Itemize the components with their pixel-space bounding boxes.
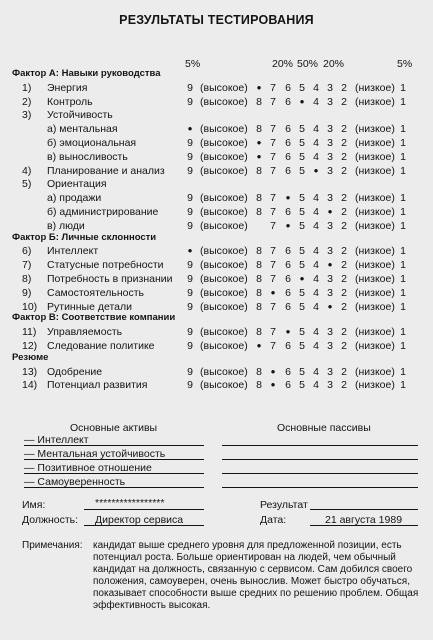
scale-value: 7	[270, 340, 276, 352]
low-label: (низкое)	[355, 326, 395, 338]
scale-value: 2	[341, 206, 347, 218]
scale-value: 6	[285, 206, 291, 218]
scale-value: 7	[270, 123, 276, 135]
item-number: 9)	[22, 287, 32, 299]
scale-value: 3	[327, 82, 333, 94]
low-label: (низкое)	[355, 259, 395, 271]
scale-value: 3	[327, 379, 333, 391]
item-label: Контроль	[47, 96, 93, 108]
notes-line: кандидат выше среднего уровня для предложенной позиции, есть	[93, 540, 402, 551]
high-label: (высокое)	[200, 245, 248, 257]
low-label: (низкое)	[355, 123, 395, 135]
scale-value: 8	[256, 379, 262, 391]
scale-value: 9	[187, 287, 193, 299]
high-label: (высокое)	[200, 192, 248, 204]
scale-value: 1	[400, 82, 406, 94]
low-label: (низкое)	[355, 137, 395, 149]
high-label: (высокое)	[200, 366, 248, 378]
scale-value: 3	[327, 192, 333, 204]
item-number: 4)	[22, 165, 32, 177]
scale-value: 5	[299, 220, 305, 232]
scale-value: 6	[285, 340, 291, 352]
item-number: 10)	[22, 301, 38, 313]
notes-line: положения, самоуверен, очень вынослив. Может быстро обучаться,	[93, 576, 411, 587]
scale-value: 2	[341, 379, 347, 391]
scale-value: 9	[187, 192, 193, 204]
scale-value: 4	[313, 151, 319, 163]
scale-header-20-right: 20%	[323, 58, 345, 70]
scale-value: 1	[400, 366, 406, 378]
scale-value: 6	[285, 151, 291, 163]
scale-header-50: 50%	[297, 58, 319, 70]
scale-value: 8	[256, 192, 262, 204]
name-value: *****************	[95, 497, 165, 509]
item-number: 3)	[22, 109, 32, 121]
scale-value: 2	[341, 192, 347, 204]
high-label: (высокое)	[200, 220, 248, 232]
scale-value: 3	[327, 123, 333, 135]
scale-value: 5	[299, 137, 305, 149]
scale-header-5-left: 5%	[185, 58, 201, 70]
score-marker: •	[327, 204, 333, 219]
liability-line	[222, 487, 418, 488]
scale-value: 4	[313, 287, 319, 299]
scale-value: 9	[187, 379, 193, 391]
scale-value: 1	[400, 326, 406, 338]
scale-value: 9	[187, 273, 193, 285]
scale-value: 5	[299, 340, 305, 352]
asset-item: — Ментальная устойчивость	[24, 448, 166, 460]
item-label: в) люди	[47, 220, 85, 232]
high-label: (высокое)	[200, 165, 248, 177]
item-number: 11)	[22, 326, 37, 338]
low-label: (низкое)	[355, 82, 395, 94]
scale-value: 2	[341, 151, 347, 163]
position-value: Директор сервиса	[95, 514, 184, 526]
item-label: б) эмоциональная	[47, 137, 137, 149]
page-title: РЕЗУЛЬТАТЫ ТЕСТИРОВАНИЯ	[119, 13, 314, 27]
scale-header-20-left: 20%	[272, 58, 294, 70]
scale-value: 1	[400, 123, 406, 135]
scale-value: 1	[400, 287, 406, 299]
score-marker: •	[327, 299, 333, 314]
section-heading: Фактор В: Соответствие компании	[12, 312, 176, 323]
position-label: Должность:	[22, 514, 79, 526]
item-label: Статусные потребности	[47, 259, 164, 271]
low-label: (низкое)	[355, 273, 395, 285]
scale-value: 6	[285, 245, 291, 257]
scale-value: 7	[270, 206, 276, 218]
notes-label: Примечания:	[22, 540, 83, 551]
section-heading: Резюме	[12, 352, 49, 363]
item-number: 14)	[22, 379, 38, 391]
score-marker: •	[270, 285, 276, 300]
low-label: (низкое)	[355, 301, 395, 313]
scale-value: 2	[341, 123, 347, 135]
item-label: Потенциал развития	[47, 379, 148, 391]
scale-value: 3	[327, 366, 333, 378]
scale-value: 5	[299, 245, 305, 257]
scale-value: 2	[341, 366, 347, 378]
high-label: (высокое)	[200, 273, 248, 285]
scale-value: 9	[187, 206, 193, 218]
scale-value: 2	[341, 259, 347, 271]
item-label: а) продажи	[47, 192, 102, 204]
asset-line	[24, 459, 204, 460]
high-label: (высокое)	[200, 340, 248, 352]
score-marker: •	[256, 135, 262, 150]
low-label: (низкое)	[355, 192, 395, 204]
scale-value: 7	[270, 192, 276, 204]
scale-value: 1	[400, 96, 406, 108]
scale-value: 6	[285, 259, 291, 271]
scale-value: 5	[299, 123, 305, 135]
scale-value: 1	[400, 245, 406, 257]
item-number: 1)	[22, 82, 32, 94]
scale-value: 1	[400, 151, 406, 163]
score-marker: •	[256, 338, 262, 353]
scale-value: 4	[313, 96, 319, 108]
scale-value: 4	[313, 379, 319, 391]
scale-value: 9	[187, 366, 193, 378]
low-label: (низкое)	[355, 151, 395, 163]
name-label: Имя:	[22, 499, 46, 511]
scale-value: 3	[327, 273, 333, 285]
scale-value: 7	[270, 273, 276, 285]
asset-line	[24, 473, 204, 474]
scale-value: 4	[313, 192, 319, 204]
scale-value: 7	[270, 82, 276, 94]
scale-value: 1	[400, 259, 406, 271]
scale-value: 3	[327, 151, 333, 163]
low-label: (низкое)	[355, 206, 395, 218]
scale-value: 2	[341, 220, 347, 232]
item-label: Планирование и анализ	[47, 165, 165, 177]
assets-title: Основные активы	[70, 422, 158, 434]
score-marker: •	[299, 271, 305, 286]
score-marker: •	[270, 364, 276, 379]
scale-value: 5	[299, 206, 305, 218]
scale-value: 9	[187, 96, 193, 108]
scale-value: 7	[270, 165, 276, 177]
scale-value: 5	[299, 301, 305, 313]
score-marker: •	[285, 218, 291, 233]
high-label: (высокое)	[200, 259, 248, 271]
item-label: Следование политике	[47, 340, 155, 352]
liability-line	[222, 459, 418, 460]
position-line	[84, 525, 204, 526]
scale-value: 1	[400, 137, 406, 149]
asset-item: — Позитивное отношение	[24, 462, 152, 474]
scale-value: 9	[187, 301, 193, 313]
scale-value: 3	[327, 165, 333, 177]
scale-value: 5	[299, 326, 305, 338]
score-marker: •	[187, 121, 193, 136]
score-marker: •	[285, 190, 291, 205]
score-marker: •	[285, 324, 291, 339]
item-label: Ориентация	[47, 178, 107, 190]
scale-value: 8	[256, 366, 262, 378]
item-number: 8)	[22, 273, 32, 285]
scale-value: 4	[313, 273, 319, 285]
liabilities-title: Основные пассивы	[277, 422, 371, 434]
notes-line: кандидат на должность, связанную с сервисом. Сам добился своего	[93, 564, 413, 575]
scale-value: 2	[341, 96, 347, 108]
item-label: Интеллект	[47, 245, 99, 257]
scale-value: 8	[256, 287, 262, 299]
scale-value: 7	[270, 151, 276, 163]
scale-value: 5	[299, 287, 305, 299]
scale-value: 6	[285, 96, 291, 108]
scale-value: 3	[327, 220, 333, 232]
low-label: (низкое)	[355, 245, 395, 257]
scale-value: 2	[341, 245, 347, 257]
high-label: (высокое)	[200, 287, 248, 299]
item-label: Одобрение	[47, 366, 103, 378]
high-label: (высокое)	[200, 123, 248, 135]
high-label: (высокое)	[200, 301, 248, 313]
high-label: (высокое)	[200, 206, 248, 218]
scale-value: 3	[327, 326, 333, 338]
scale-value: 8	[256, 165, 262, 177]
notes-line: потенциал роста. Больше ориентирован на людей, чем обычный	[93, 552, 396, 563]
scale-value: 2	[341, 326, 347, 338]
scale-value: 5	[299, 379, 305, 391]
item-label: Потребность в признании	[47, 273, 173, 285]
item-number: 12)	[22, 340, 38, 352]
scale-value: 4	[313, 137, 319, 149]
scale-value: 1	[400, 273, 406, 285]
name-line	[84, 509, 204, 510]
item-label: Самостоятельность	[47, 287, 145, 299]
item-label: Энергия	[47, 82, 88, 94]
scale-value: 5	[299, 165, 305, 177]
item-label: Устойчивость	[47, 109, 113, 121]
scale-value: 7	[270, 301, 276, 313]
scale-value: 8	[256, 326, 262, 338]
scale-value: 8	[256, 206, 262, 218]
high-label: (высокое)	[200, 96, 248, 108]
scale-value: 9	[187, 259, 193, 271]
liability-line	[222, 445, 418, 446]
scale-value: 2	[341, 273, 347, 285]
section-heading: Фактор Б: Личные склонности	[12, 232, 157, 243]
item-number: 2)	[22, 96, 32, 108]
scale-value: 4	[313, 123, 319, 135]
scale-value: 5	[299, 192, 305, 204]
item-label: а) ментальная	[47, 123, 118, 135]
low-label: (низкое)	[355, 366, 395, 378]
scale-value: 1	[400, 165, 406, 177]
scale-value: 2	[341, 340, 347, 352]
scale-value: 4	[313, 340, 319, 352]
scale-value: 4	[313, 206, 319, 218]
scale-value: 5	[299, 151, 305, 163]
scale-value: 4	[313, 245, 319, 257]
score-marker: •	[327, 257, 333, 272]
scale-value: 8	[256, 123, 262, 135]
scale-value: 8	[256, 259, 262, 271]
scale-value: 9	[187, 137, 193, 149]
scale-value: 6	[285, 379, 291, 391]
scale-value: 6	[285, 165, 291, 177]
high-label: (высокое)	[200, 379, 248, 391]
scale-value: 1	[400, 206, 406, 218]
scale-value: 2	[341, 301, 347, 313]
item-number: 6)	[22, 245, 32, 257]
scale-value: 8	[256, 245, 262, 257]
score-marker: •	[256, 80, 262, 95]
score-marker: •	[187, 243, 193, 258]
scale-value: 8	[256, 96, 262, 108]
date-label: Дата:	[260, 514, 287, 526]
low-label: (низкое)	[355, 96, 395, 108]
liability-line	[222, 473, 418, 474]
scale-value: 8	[256, 273, 262, 285]
result-line	[310, 509, 418, 510]
scale-value: 3	[327, 137, 333, 149]
scale-value: 4	[313, 220, 319, 232]
score-marker: •	[270, 377, 276, 392]
score-marker: •	[256, 149, 262, 164]
scale-value: 2	[341, 287, 347, 299]
scale-value: 6	[285, 273, 291, 285]
asset-line	[24, 445, 204, 446]
scale-value: 1	[400, 301, 406, 313]
notes-line: эффективность высокая.	[93, 600, 211, 611]
scale-value: 9	[187, 326, 193, 338]
item-number: 13)	[22, 366, 38, 378]
scale-value: 1	[400, 340, 406, 352]
scale-value: 1	[400, 379, 406, 391]
scale-value: 7	[270, 96, 276, 108]
scale-value: 9	[187, 151, 193, 163]
low-label: (низкое)	[355, 340, 395, 352]
scale-value: 1	[400, 192, 406, 204]
scale-value: 7	[270, 220, 276, 232]
low-label: (низкое)	[355, 220, 395, 232]
asset-item: — Интеллект	[24, 434, 89, 446]
scale-value: 9	[187, 82, 193, 94]
date-line	[310, 525, 418, 526]
scale-value: 5	[299, 366, 305, 378]
scale-value: 4	[313, 366, 319, 378]
scale-value: 7	[270, 137, 276, 149]
scale-value: 3	[327, 340, 333, 352]
item-label: Рутинные детали	[47, 301, 132, 313]
scale-value: 1	[400, 220, 406, 232]
item-label: б) администрирование	[47, 206, 159, 218]
scale-value: 5	[299, 259, 305, 271]
scale-value: 3	[327, 96, 333, 108]
date-value: 21 августа 1989	[325, 514, 403, 526]
scale-value: 2	[341, 82, 347, 94]
notes-line: показывает способности выше средних по решению проблем. Общая	[93, 588, 419, 599]
scale-value: 4	[313, 326, 319, 338]
scale-value: 6	[285, 301, 291, 313]
scale-value: 7	[270, 259, 276, 271]
scale-value: 2	[341, 137, 347, 149]
scale-value: 5	[299, 82, 305, 94]
scale-value: 7	[270, 326, 276, 338]
scale-value: 4	[313, 82, 319, 94]
item-number: 7)	[22, 259, 32, 271]
section-heading: Фактор А: Навыки руководства	[12, 68, 161, 79]
scale-value: 3	[327, 287, 333, 299]
scale-value: 6	[285, 137, 291, 149]
low-label: (низкое)	[355, 379, 395, 391]
scale-value: 9	[187, 165, 193, 177]
result-label: Результат	[260, 499, 308, 511]
asset-line	[24, 487, 204, 488]
scale-value: 4	[313, 259, 319, 271]
scale-value: 8	[256, 301, 262, 313]
item-number: 5)	[22, 178, 32, 190]
item-label: в) выносливость	[47, 151, 128, 163]
scale-value: 6	[285, 366, 291, 378]
score-marker: •	[313, 163, 319, 178]
low-label: (низкое)	[355, 165, 395, 177]
scale-value: 4	[313, 301, 319, 313]
scale-value: 6	[285, 287, 291, 299]
high-label: (высокое)	[200, 151, 248, 163]
scale-value: 7	[270, 245, 276, 257]
scale-value: 3	[327, 245, 333, 257]
low-label: (низкое)	[355, 287, 395, 299]
item-label: Управляемость	[47, 326, 123, 338]
scale-value: 6	[285, 123, 291, 135]
asset-item: — Самоуверенность	[24, 476, 126, 488]
scale-value: 9	[187, 340, 193, 352]
high-label: (высокое)	[200, 326, 248, 338]
scale-value: 9	[187, 220, 193, 232]
scale-header-5-right: 5%	[397, 58, 413, 70]
scale-value: 6	[285, 82, 291, 94]
high-label: (высокое)	[200, 137, 248, 149]
scale-value: 2	[341, 165, 347, 177]
score-marker: •	[299, 94, 305, 109]
high-label: (высокое)	[200, 82, 248, 94]
